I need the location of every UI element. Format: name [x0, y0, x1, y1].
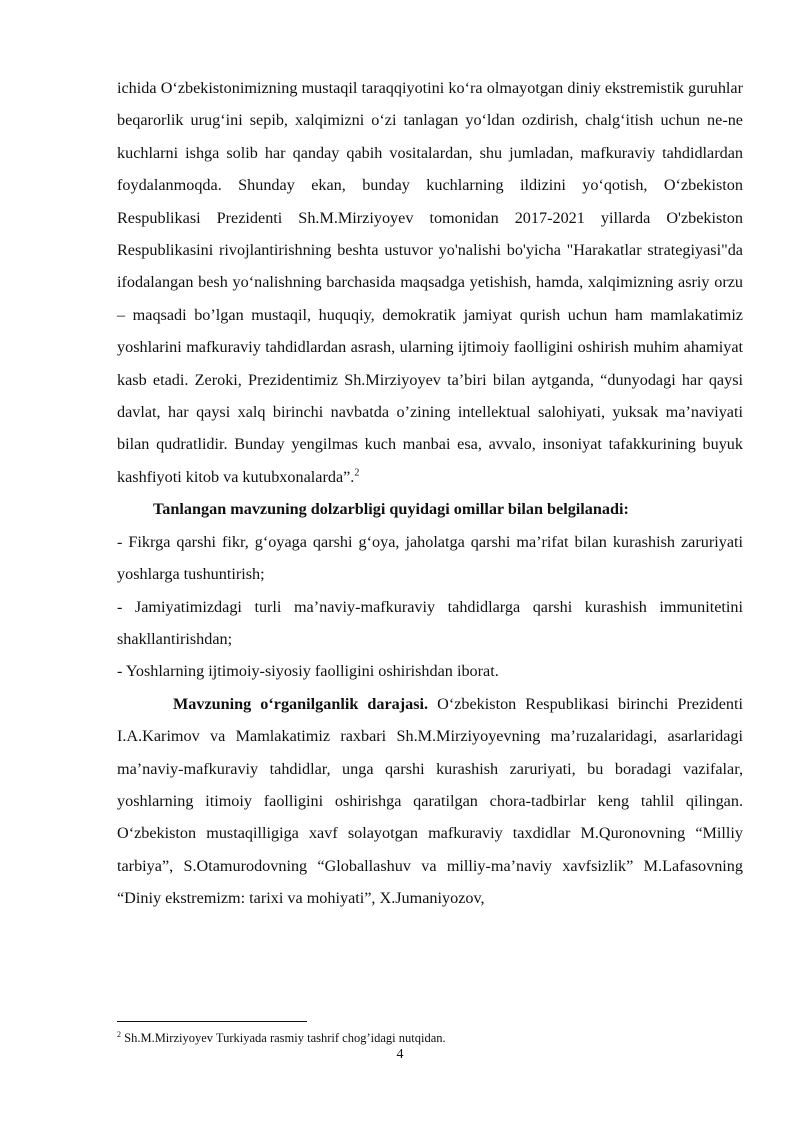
page-number: 4 — [396, 1047, 404, 1062]
intro-paragraph-text: ichida O‘zbekistonimizning mustaqil taraqqiyotini ko‘ra olmayotgan diniy ekstremistik guruhlar beqarorlik urug‘ini sepib, xalqimizni o‘zi tanlagan yo‘ldan ozdirish, chalg‘itish uchun ne-ne kuchlarni ishga solib har qanday qabih vositalardan, shu jumladan, mafkuraviy tahdidlardan foydalanmoqda. Shunday ekan, bunday kuchlarning ildizini yo‘qotish, O‘zbekiston Respublikasi Prezidenti Sh.M.Mirziyoyev tomonidan 2017-2021 yillarda O'zbekiston Respublikasini rivojlantirishning beshta ustuvor yo'nalishi bo'yicha "Harakatlar strategiyasi"da ifodalangan besh yo‘nalishning barchasida maqsadga yetishish, hamda, xalqimizning asriy orzu – maqsadi bo’lgan mustaqil, huquqiy, demokratik jamiyat qurish uchun ham mamlakatimiz yoshlarini mafkuraviy tahdidlardan asrash, ularning ijtimoiy faolligini oshirish muhim ahamiyat kasb etadi. Zeroki, Prezidentimiz Sh.Mirziyoyev ta’biri bilan aytganda, “dunyodagi har qaysi davlat, har qaysi xalq birinchi navbatda o’zining intellektual salohiyati, yuksak ma’naviyati bilan qudratlidir. Bunday yengilmas kuch manbai esa, avvalo, insoniyat tafakkurining buyuk kashfiyoti kitob va kutubxonalarda”. — [117, 79, 743, 486]
section-heading: Tanlangan mavzuning dolzarbligi quyidagi omillar bilan belgilanadi: — [153, 500, 629, 519]
footnote-separator — [117, 1021, 307, 1022]
list-item: - Yoshlarning ijtimoiy-siyosiy faolligini oshirishdan iborat. — [117, 662, 499, 681]
footnote-reference[interactable]: 2 — [354, 467, 360, 479]
study-text: O‘zbekiston Respublikasi birinchi Prezidenti I.A.Karimov va Mamlakatimiz raxbari Sh.M.Mirziyoyevning ma’ruzalaridagi, asarlaridagi ma’naviy-mafkuraviy tahdidlar, unga qarshi kurashish zaruriyati, bu boradagi vazifalar, yoshlarning itimoiy faolligini oshirishga qaratilgan chora-tadbirlar keng tahlil qilingan. O‘zbekiston mustaqilligiga xavf solayotgan mafkuraviy taxdidlar M.Quronovning “Milliy tarbiya”, S.Otamurodovning “Globallashuv va milliy-ma’naviy xavfsizlik” M.Lafasovning “Diniy ekstremizm: tarixi va mohiyati”, X.Jumaniyozov, — [117, 694, 743, 908]
document-body — [117, 72, 743, 915]
footnote — [117, 1030, 743, 1046]
study-paragraph — [117, 688, 743, 915]
list-item: - Fikrga qarshi fikr, g‘oyaga qarshi g‘oya, jaholatga qarshi ma’rifat bilan kurashish zaruriyati yoshlarga tushuntirish; — [117, 532, 743, 584]
intro-paragraph — [117, 72, 743, 493]
list-item: - Jamiyatimizdagi turli ma’naviy-mafkuraviy tahdidlarga qarshi kurashish immunitetini shakllantirishdan; — [117, 597, 743, 648]
study-lead: Mavzuning o‘rganilganlik darajasi. — [173, 694, 429, 713]
footnote-text: Sh.M.Mirziyoyev Turkiyada rasmiy tashrif chog’idagi nutqidan. — [121, 1031, 446, 1045]
footnote-marker: 2 — [117, 1029, 121, 1039]
